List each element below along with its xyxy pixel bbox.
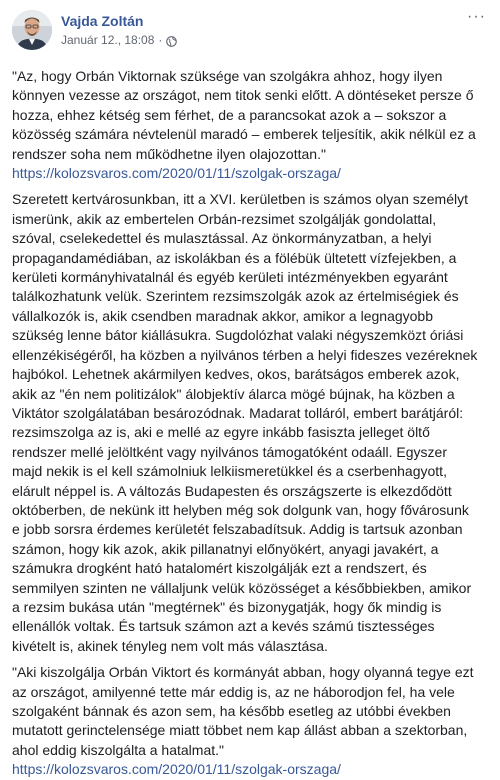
quote-text: "Aki kiszolgálja Orbán Viktort és kormányát abban, hogy olyanná tegye ezt az országot, amilyenné tette már eddig is, az ne háborodjon fel, ha vele szolgaként bánnak és azon sem, ha később esetleg az utóbbi években mutatott gerinctelensége miatt többet nem kap állást abban a szektorban, ahol eddig kiszolgálta a hatalmat." bbox=[12, 664, 474, 758]
post-meta bbox=[61, 10, 177, 48]
post-paragraph-2 bbox=[12, 190, 478, 656]
post-timestamp[interactable]: Január 12., 18:08 bbox=[61, 33, 155, 47]
post-paragraph-1 bbox=[12, 67, 478, 183]
avatar[interactable] bbox=[12, 10, 52, 50]
post-paragraph-3 bbox=[12, 663, 478, 779]
author-name[interactable]: Vajda Zoltán bbox=[61, 13, 144, 29]
post-subline bbox=[61, 32, 177, 48]
source-link[interactable]: https://kolozsvaros.com/2020/01/11/szolgak-orszaga/ bbox=[12, 761, 341, 778]
post-body bbox=[12, 67, 490, 780]
body-text: Szeretett kertvárosunkban, itt a XVI. kerületben is számos olyan személyt ismerünk, akik az embertelen Orbán-rezsimet szolgálják gondolattal, szóval, cselekedettel és mulasztással. Az önkormányzatban, a helyi propagandamédiában, az iskolákban és a fölébük ültetett vízfejekben, a kerületi kormányhivatalnál és egyéb kerületi intézményekben egyaránt találkozhatunk velük. Szerintem rezsimszolgák azok az értelmiségiek és vállalkozók is, akik csendben maradnak akkor, amikor a legnagyobb szükség lenne bátor kiállásukra. Sugdolózhat valaki négyszemközt óriási ellenzékiségéről, ha közben a nyilvános térben a helyi fideszes vezéreknek hajbókol. Lehetnek akármilyen kedves, okos, barátságos emberek azok, akik az "én nem politizálok" álobjektív álarca mögé bújnak, ha közben a Viktátor szolgálatában besározódnak. Madarat tolláról, embert barátjáról: rezsimszolga az is, aki e mellé az egyre inkább fasiszta jelleget öltő rendszer mellé jelöltként vagy nyilvános támogatóként odaáll. Egyszer majd nekik is el kell számolniuk lelkiismeretükkel és a cserbenhagyott, elárult néppel is. A változás Budapesten és országszerte is elkezdődött októberben, de nekünk itt helyben még sok dolgunk van, hogy fővárosunk e jobb sorsra érdemes kerületét felszabadítsuk. Addig is tartsuk azonban számon, hogy kik azok, akik pillanatnyi előnyökért, anyagi javakért, a számukra drogként ható hatalomért kiszolgálják ezt a rendszert, és semmilyen szinten ne vállaljunk velük közösséget a későbbiekben, amikor a rezsim bukása után "megtérnek" és bizonygatják, hogy ők mindig is ellenállók voltak. És tartsuk számon azt a kevés számú tisztességes kivételt is, akinek tényleg nem volt más választása. bbox=[12, 191, 478, 654]
globe-icon[interactable] bbox=[166, 35, 177, 46]
post-header bbox=[12, 10, 490, 56]
meta-separator: · bbox=[158, 33, 163, 47]
quote-text: "Az, hogy Orbán Viktornak szüksége van szolgákra ahhoz, hogy ilyen könnyen vezesse az országot, nem titok senki előtt. A döntéseket persze ő hozza, ehhez kétség sem férhet, de a parancsokat azok a – sokszor a közösség számára névtelenül maradó – emberek teljesítik, akik nélkül ez a rendszer soha nem működhetne ilyen olajozottan." bbox=[12, 68, 476, 162]
source-link[interactable]: https://kolozsvaros.com/2020/01/11/szolgak-orszaga/ bbox=[12, 165, 341, 182]
more-options-icon[interactable]: ··· bbox=[467, 8, 486, 25]
